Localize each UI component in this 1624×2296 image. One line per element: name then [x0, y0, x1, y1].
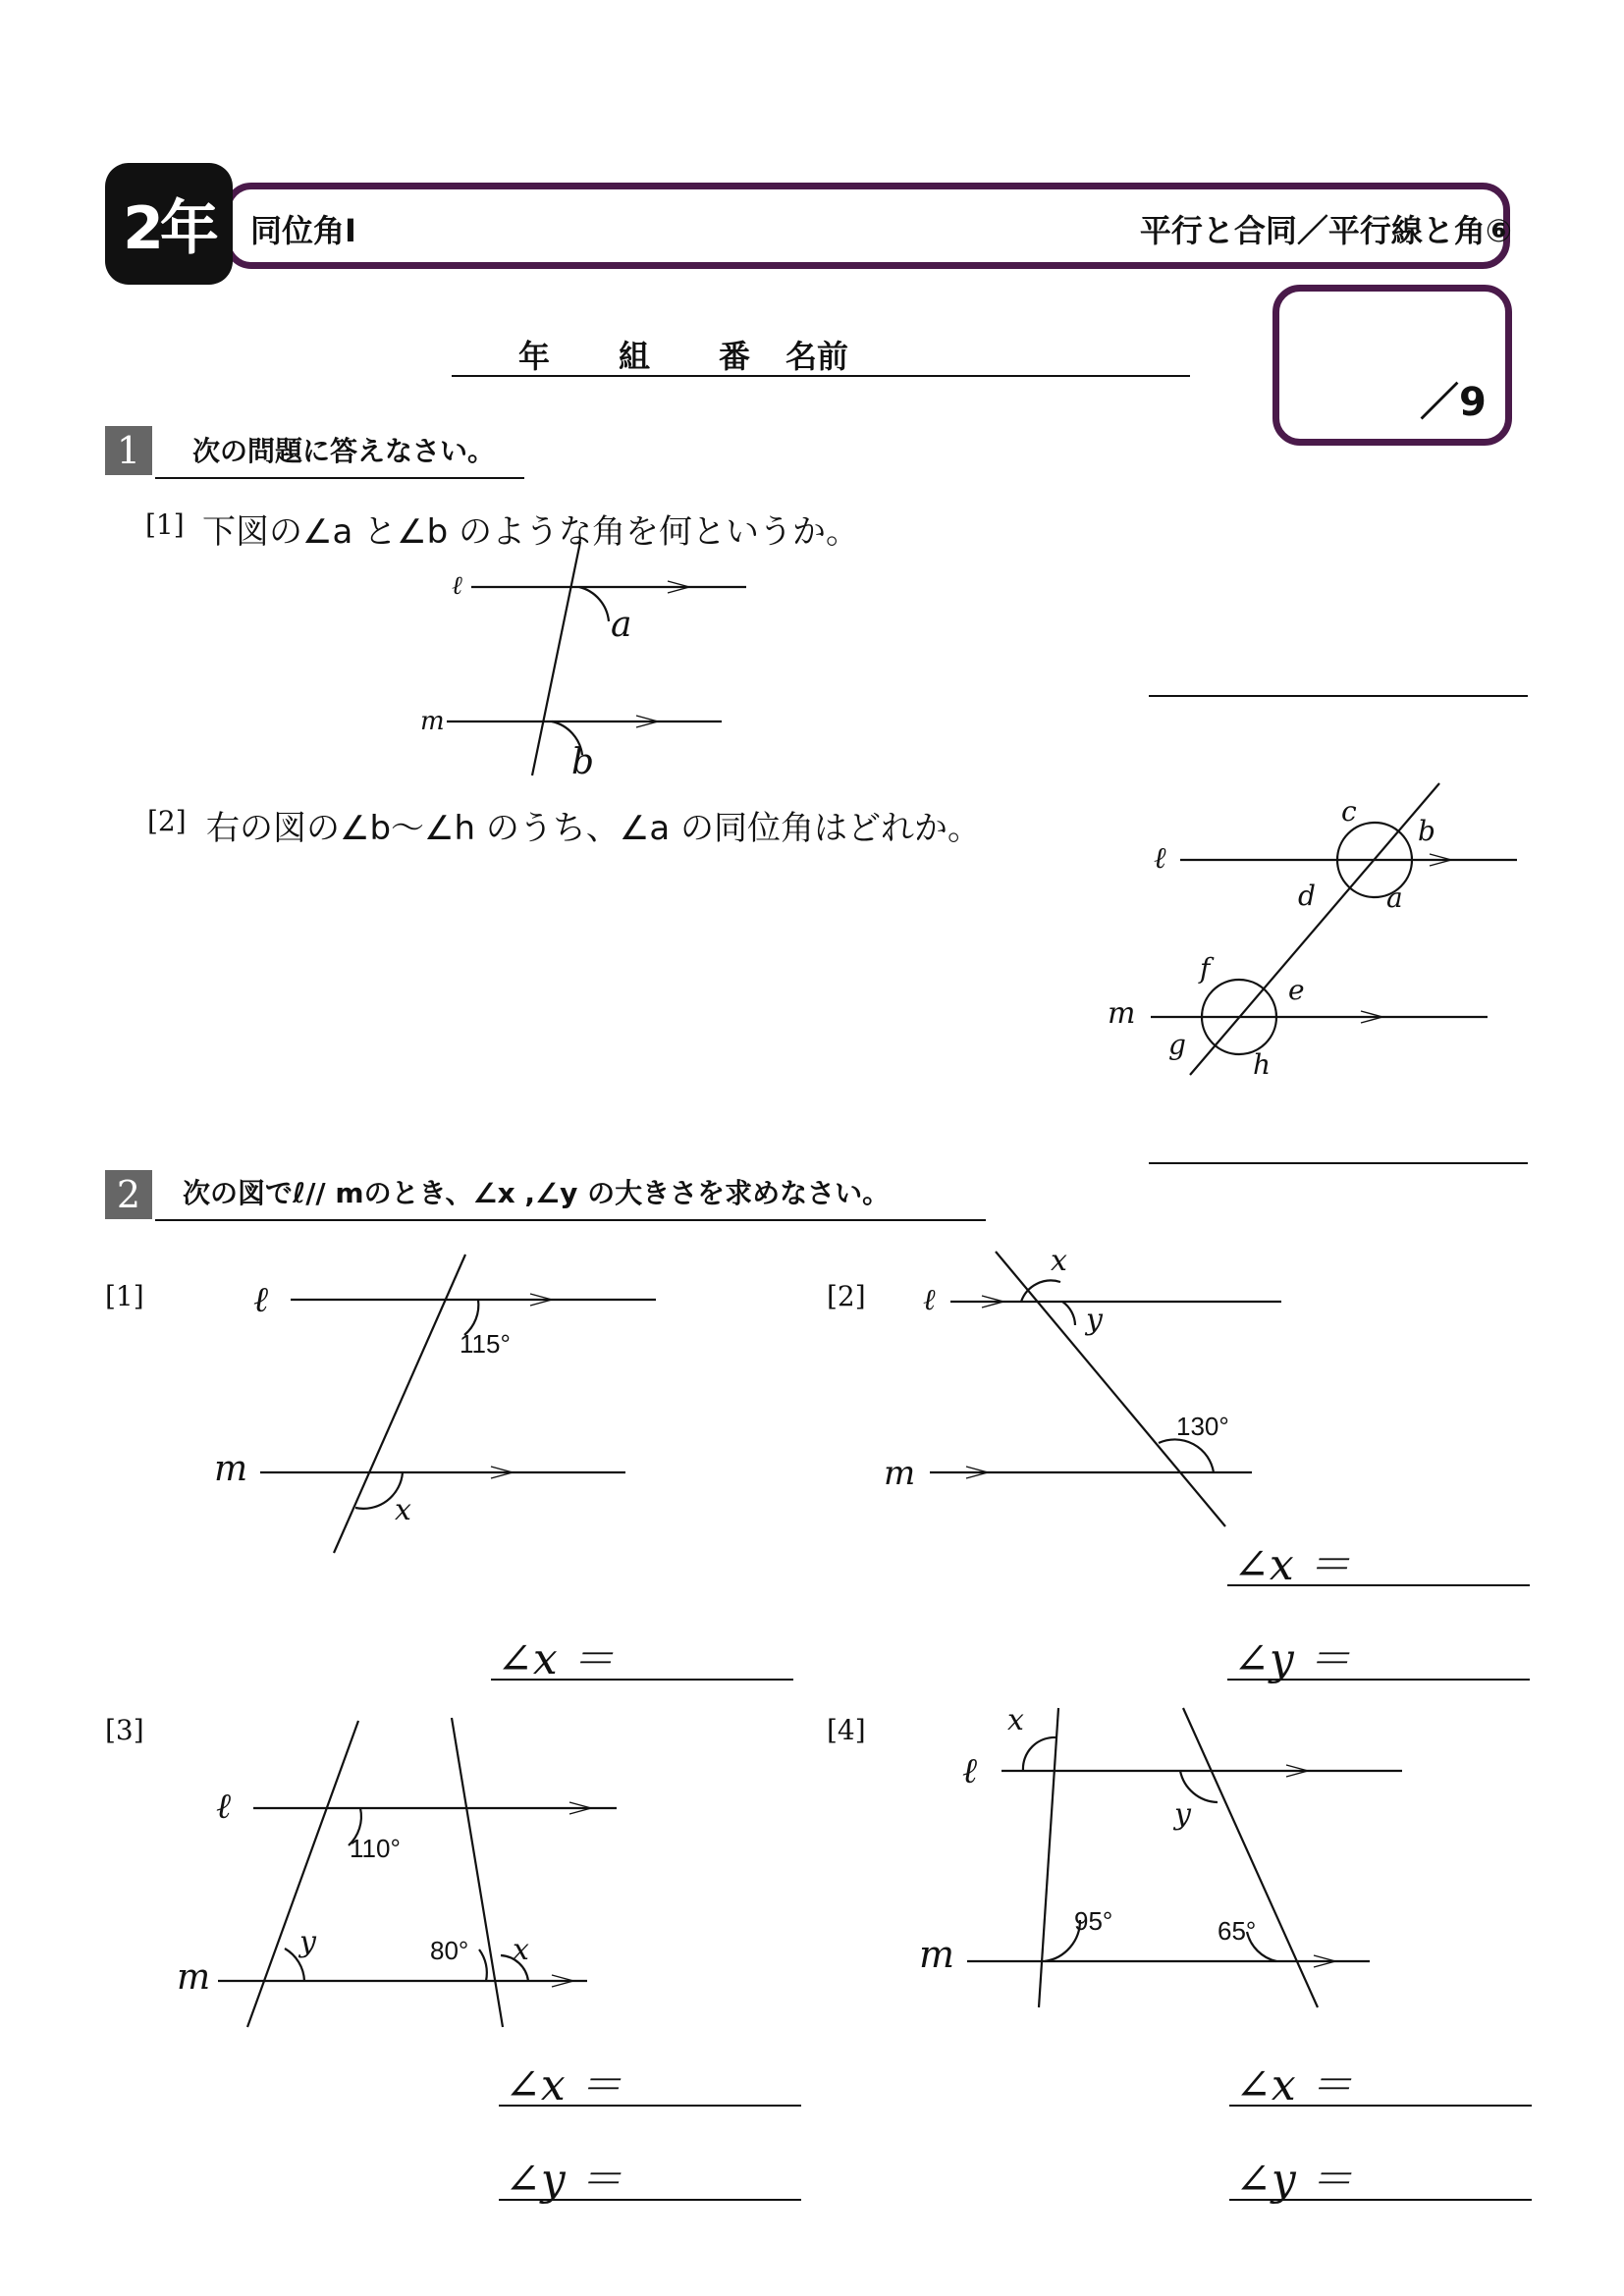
s2-p4-angle2: 65° [1218, 1916, 1257, 1946]
s2-p1-label-l: ℓ [253, 1280, 268, 1320]
s2-p2-label-x: x [1051, 1244, 1067, 1278]
s2-p1-number: [1] [105, 1280, 144, 1312]
s1-q2-text: 右の図の∠b〜∠h のうち、∠a の同位角はどれか。 [206, 809, 982, 848]
s2-p4-answer-y[interactable] [1229, 2144, 1532, 2205]
section2-title: 次の図でℓ// mのとき、∠x ,∠y の大きさを求めなさい。 [155, 1172, 986, 1221]
grade-badge: 2年 [105, 163, 233, 285]
number-label: 番 [719, 338, 751, 375]
s1-q2-label-f: f [1200, 952, 1211, 985]
s1-q2-label-l: ℓ [1154, 841, 1166, 876]
s1-q1-label-b: b [571, 742, 595, 782]
s1-q2-label-a: a [1386, 881, 1403, 914]
class-label: 組 [619, 338, 651, 375]
s2-p2-answer-x[interactable] [1227, 1529, 1530, 1590]
s2-p3-answer-y[interactable] [499, 2144, 801, 2205]
s2-p3-ans-x-label: ∠x ＝ [505, 2060, 623, 2110]
s1-q1-label-l: ℓ [452, 571, 462, 601]
s2-p2-ans-y-label: ∠y ＝ [1233, 1634, 1351, 1684]
section2-number: 2 [105, 1170, 152, 1219]
s2-p3-number: [3] [105, 1714, 144, 1746]
s2-p3-label-x: x [513, 1933, 529, 1967]
s1-q2-label-d: d [1298, 880, 1316, 912]
name-label: 名前 [785, 338, 849, 375]
s1-q2-label-e: e [1288, 974, 1305, 1006]
s2-p3-answer-x[interactable] [499, 2050, 801, 2110]
s1-q2-label-h: h [1253, 1048, 1272, 1081]
s2-p1-angle: 115° [460, 1329, 511, 1359]
s2-p3-angle2: 80° [430, 1936, 469, 1965]
s2-p2-answer-y[interactable] [1227, 1624, 1530, 1684]
s2-p3-ans-y-label: ∠y ＝ [505, 2155, 623, 2205]
s2-p2-number: [2] [827, 1280, 866, 1312]
s2-p3-angle1: 110° [350, 1834, 401, 1863]
s1-q2-diagram [1151, 783, 1517, 1075]
s2-p4-ans-x-label: ∠x ＝ [1235, 2060, 1353, 2110]
s2-p4-label-l: ℓ [962, 1751, 977, 1791]
s2-p3-diagram [218, 1718, 617, 2027]
unit-title: 平行と合同／平行線と角⑥ [1139, 212, 1512, 249]
s2-p4-label-m: m [919, 1933, 955, 1976]
s2-p1-label-x: x [395, 1493, 411, 1527]
s1-q2-answer-line[interactable] [1149, 1162, 1528, 1164]
s2-p4-ans-y-label: ∠y ＝ [1235, 2155, 1353, 2205]
worksheet-title: 同位角Ⅰ [250, 212, 356, 249]
s2-p1-ans-x-label: ∠x ＝ [497, 1634, 615, 1684]
s1-q1-label-a: a [611, 605, 632, 645]
s1-q1-number: [1] [145, 508, 185, 541]
s2-p2-angle: 130° [1176, 1412, 1229, 1441]
s2-p3-label-y: y [299, 1925, 316, 1959]
s2-p4-diagram [967, 1708, 1402, 2007]
s1-q2-label-g: g [1168, 1029, 1186, 1061]
year-label: 年 [518, 338, 551, 375]
s1-q2-label-b: b [1418, 815, 1435, 847]
s2-p4-answer-x[interactable] [1229, 2050, 1532, 2110]
s2-p3-label-l: ℓ [216, 1787, 231, 1827]
s2-p4-angle1: 95° [1074, 1906, 1113, 1936]
s1-q2-label-c: c [1341, 795, 1357, 828]
s2-p2-diagram [930, 1252, 1281, 1526]
s1-q1-text: 下図の∠a と∠b のような角を何というか。 [202, 512, 859, 552]
s2-p2-ans-x-label: ∠x ＝ [1233, 1540, 1351, 1590]
s2-p2-label-y: y [1086, 1303, 1103, 1337]
s2-p1-answer-x[interactable] [491, 1624, 793, 1684]
s2-p4-number: [4] [827, 1714, 866, 1746]
s2-p1-label-m: m [214, 1449, 248, 1489]
s2-p2-label-l: ℓ [923, 1283, 936, 1317]
s2-p4-label-x: x [1007, 1703, 1024, 1737]
section1-number: 1 [105, 426, 152, 475]
s2-p1-diagram [260, 1255, 656, 1553]
s2-p3-label-m: m [177, 1957, 211, 1998]
s1-q2-label-m: m [1108, 996, 1136, 1031]
s1-q1-diagram [447, 542, 746, 775]
s1-q2-number: [2] [147, 805, 187, 837]
section1-title: 次の問題に答えなさい。 [155, 430, 524, 479]
score-total: ／9 [1420, 380, 1487, 425]
s2-p4-label-y: y [1174, 1797, 1191, 1832]
s2-p2-label-m: m [884, 1454, 916, 1493]
s1-q1-label-m: m [420, 707, 445, 736]
